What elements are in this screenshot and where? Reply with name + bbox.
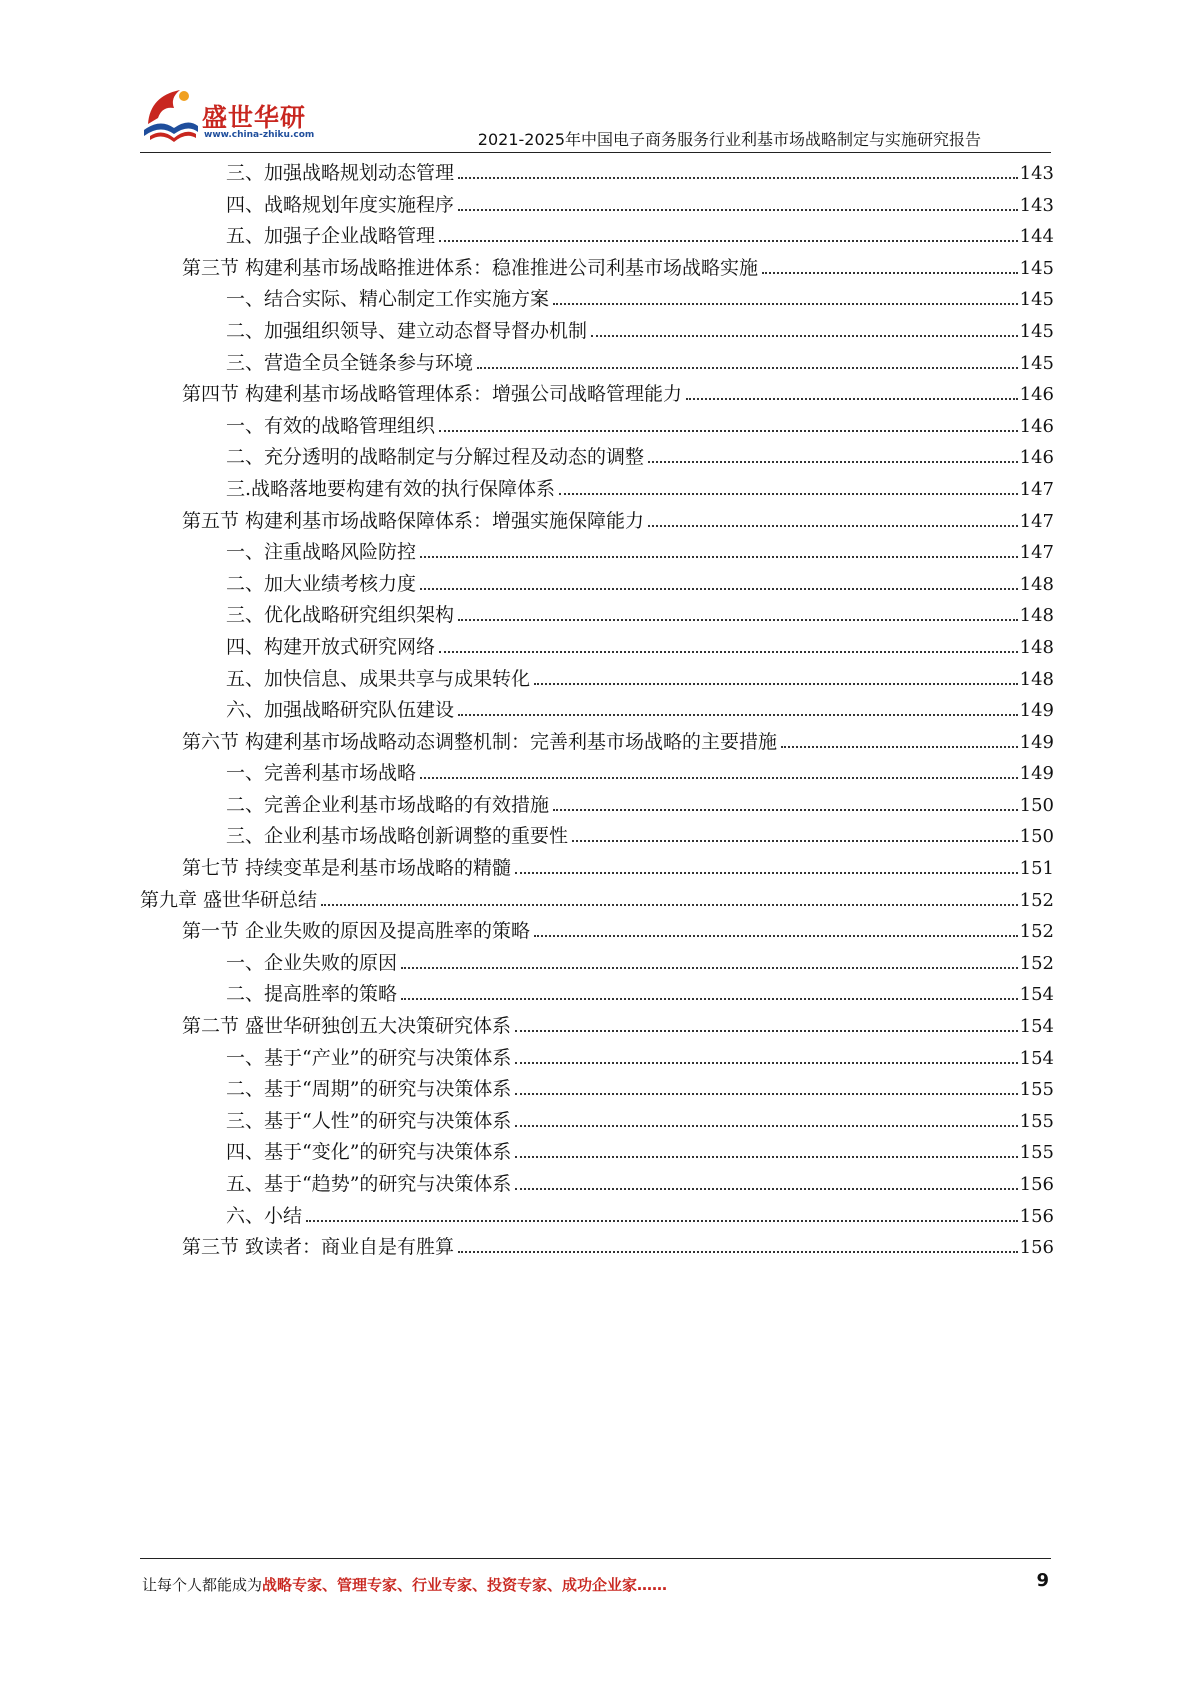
toc-leader-dots [515, 1062, 1017, 1064]
toc-entry-page: 149 [1019, 731, 1054, 753]
toc-entry-page: 147 [1019, 510, 1054, 532]
toc-entry-title: 二、加强组织领导、建立动态督导督办机制 [226, 319, 588, 342]
toc-entry-page: 146 [1019, 415, 1054, 437]
toc-leader-dots [572, 840, 1018, 842]
toc-entry[interactable] [140, 821, 1054, 853]
toc-entry[interactable] [140, 253, 1054, 285]
toc-entry-page: 145 [1019, 289, 1054, 311]
toc-entry-title: 二、提高胜率的策略 [226, 983, 398, 1006]
toc-entry[interactable] [140, 348, 1054, 380]
toc-entry-page: 146 [1019, 384, 1054, 406]
slogan-prefix: 让每个人都能成为 [142, 1576, 263, 1594]
toc-entry-title: 一、企业失败的原因 [226, 951, 398, 974]
slogan-highlight: 战略专家、管理专家、行业专家、投资专家、成功企业家…… [262, 1576, 668, 1594]
toc-entry-title: 五、基于“趋势”的研究与决策体系 [226, 1173, 512, 1195]
toc-leader-dots [439, 240, 1018, 242]
toc-entry[interactable] [140, 916, 1054, 948]
toc-entry-page: 148 [1019, 573, 1054, 595]
toc-leader-dots [553, 303, 1018, 305]
toc-leader-dots [515, 1125, 1017, 1127]
toc-entry-title: 一、完善利基市场战略 [226, 762, 417, 785]
toc-entry-page: 147 [1019, 542, 1054, 564]
toc-leader-dots [515, 1156, 1017, 1158]
toc-entry[interactable] [140, 727, 1054, 759]
toc-entry[interactable] [140, 632, 1054, 664]
toc-entry-page: 149 [1019, 763, 1054, 785]
toc-entry-page: 145 [1019, 352, 1054, 374]
toc-entry[interactable] [140, 442, 1054, 474]
toc-entry[interactable] [140, 1074, 1054, 1106]
toc-entry-page: 152 [1019, 889, 1054, 911]
toc-leader-dots [458, 619, 1018, 621]
toc-entry-title: 三、企业利基市场战略创新调整的重要性 [226, 825, 569, 848]
toc-entry[interactable] [140, 695, 1054, 727]
toc-leader-dots [553, 809, 1018, 811]
toc-entry[interactable] [140, 190, 1054, 222]
toc-entry-page: 148 [1019, 605, 1054, 627]
brand-name: 盛世华研 [202, 103, 307, 132]
toc-leader-dots [420, 556, 1018, 558]
footer-slogan [142, 1574, 667, 1595]
toc-leader-dots [515, 1030, 1018, 1032]
toc-entry-page: 156 [1019, 1174, 1054, 1195]
toc-entry-title: 六、小结 [226, 1204, 303, 1227]
toc-entry[interactable] [140, 1169, 1054, 1201]
toc-leader-dots [439, 651, 1018, 653]
toc-entry-title: 第一节 企业失败的原因及提高胜率的策略 [182, 920, 531, 943]
toc-leader-dots [458, 177, 1018, 179]
toc-leader-dots [648, 461, 1018, 463]
toc-leader-dots [686, 398, 1018, 400]
toc-entry-title: 二、基于“周期”的研究与决策体系 [226, 1078, 512, 1101]
toc-leader-dots [534, 683, 1018, 685]
toc-entry-title: 三.战略落地要构建有效的执行保障体系 [226, 477, 556, 500]
toc-entry[interactable] [140, 379, 1054, 411]
toc-entry-title: 一、结合实际、精心制定工作实施方案 [226, 288, 550, 311]
toc-entry-page: 149 [1019, 700, 1054, 722]
toc-entry-title: 二、完善企业利基市场战略的有效措施 [226, 793, 550, 816]
toc-entry-title: 一、注重战略风险防控 [226, 541, 417, 564]
toc-entry-title: 第三节 构建利基市场战略推进体系：稳准推进公司利基市场战略实施 [182, 256, 759, 279]
toc-entry-title: 四、基于“变化”的研究与决策体系 [226, 1141, 512, 1164]
toc-entry-title: 第九章 盛世华研总结 [140, 888, 318, 911]
toc-entry-page: 150 [1019, 826, 1054, 848]
toc-entry-title: 四、构建开放式研究网络 [226, 635, 436, 658]
toc-entry-page: 143 [1019, 163, 1054, 184]
toc-entry[interactable] [140, 948, 1054, 980]
toc-entry-title: 四、战略规划年度实施程序 [226, 193, 455, 216]
toc-leader-dots [648, 525, 1018, 527]
toc-leader-dots [401, 998, 1018, 1000]
toc-entry[interactable] [140, 1011, 1054, 1043]
toc-entry[interactable] [140, 411, 1054, 443]
toc-entry[interactable] [140, 885, 1054, 917]
toc-entry[interactable] [140, 316, 1054, 348]
toc-entry-page: 151 [1019, 858, 1054, 880]
toc-entry[interactable] [140, 506, 1054, 538]
toc-entry-page: 143 [1019, 194, 1054, 216]
toc-leader-dots [321, 904, 1018, 906]
table-of-contents [140, 158, 1054, 1264]
toc-leader-dots [420, 777, 1018, 779]
toc-entry-title: 五、加强子企业战略管理 [226, 225, 436, 248]
toc-entry[interactable] [140, 758, 1054, 790]
toc-entry-page: 156 [1019, 1205, 1054, 1227]
toc-entry-page: 156 [1019, 1237, 1054, 1259]
toc-entry-page: 152 [1019, 921, 1054, 943]
toc-entry-page: 146 [1019, 447, 1054, 469]
toc-leader-dots [762, 272, 1018, 274]
toc-entry-title: 第二节 盛世华研独创五大决策研究体系 [182, 1015, 512, 1038]
toc-entry-title: 第三节 致读者：商业自是有胜算 [182, 1236, 455, 1259]
toc-entry-title: 五、加快信息、成果共享与成果转化 [226, 667, 531, 690]
toc-entry-title: 一、基于“产业”的研究与决策体系 [226, 1046, 512, 1069]
toc-entry-title: 二、加大业绩考核力度 [226, 572, 417, 595]
toc-entry-page: 154 [1019, 1047, 1054, 1069]
toc-entry[interactable] [140, 1232, 1054, 1264]
toc-entry-title: 第五节 构建利基市场战略保障体系：增强实施保障能力 [182, 509, 645, 532]
report-title: 2021-2025年中国电子商务服务行业利基市场战略制定与实施研究报告 [477, 130, 981, 149]
toc-leader-dots [534, 935, 1018, 937]
toc-entry[interactable] [140, 284, 1054, 316]
toc-leader-dots [420, 588, 1018, 590]
toc-entry[interactable] [140, 979, 1054, 1011]
page-number: 9 [1036, 1570, 1049, 1591]
toc-entry[interactable] [140, 1043, 1054, 1075]
toc-entry-title: 三、加强战略规划动态管理 [226, 162, 455, 184]
toc-entry-page: 147 [1019, 478, 1054, 500]
header-divider [140, 152, 1051, 153]
toc-leader-dots [515, 1093, 1017, 1095]
toc-entry[interactable] [140, 474, 1054, 506]
toc-leader-dots [515, 872, 1018, 874]
toc-leader-dots [559, 493, 1018, 495]
toc-entry-title: 第四节 构建利基市场战略管理体系：增强公司战略管理能力 [182, 383, 683, 406]
toc-entry-page: 148 [1019, 636, 1054, 658]
toc-leader-dots [458, 1251, 1018, 1253]
toc-entry[interactable] [140, 790, 1054, 822]
toc-leader-dots [515, 1188, 1017, 1190]
toc-entry-title: 六、加强战略研究队伍建设 [226, 699, 455, 722]
toc-entry-page: 145 [1019, 320, 1054, 342]
toc-leader-dots [591, 335, 1018, 337]
toc-entry-page: 144 [1019, 226, 1054, 248]
toc-leader-dots [458, 714, 1018, 716]
toc-entry[interactable] [140, 1106, 1054, 1138]
toc-leader-dots [401, 967, 1018, 969]
toc-leader-dots [439, 430, 1018, 432]
toc-entry-title: 二、充分透明的战略制定与分解过程及动态的调整 [226, 446, 645, 469]
footer-divider [140, 1558, 1051, 1559]
toc-leader-dots [458, 209, 1018, 211]
toc-entry[interactable] [140, 221, 1054, 253]
toc-entry-title: 第六节 构建利基市场战略动态调整机制：完善利基市场战略的主要措施 [182, 730, 778, 753]
toc-entry-page: 154 [1019, 1016, 1054, 1038]
toc-entry[interactable] [140, 853, 1054, 885]
toc-entry-page: 155 [1019, 1079, 1054, 1101]
toc-entry-title: 三、营造全员全链条参与环境 [226, 351, 474, 374]
toc-entry-title: 一、有效的战略管理组织 [226, 414, 436, 437]
toc-leader-dots [477, 367, 1018, 369]
toc-entry[interactable] [140, 664, 1054, 696]
toc-entry-page: 145 [1019, 257, 1054, 279]
toc-entry-page: 150 [1019, 794, 1054, 816]
toc-entry-page: 155 [1019, 1110, 1054, 1132]
toc-entry-page: 152 [1019, 952, 1054, 974]
toc-entry-page: 148 [1019, 668, 1054, 690]
toc-entry[interactable] [140, 569, 1054, 601]
toc-entry-title: 三、基于“人性”的研究与决策体系 [226, 1109, 512, 1132]
toc-entry[interactable] [140, 600, 1054, 632]
toc-entry[interactable] [140, 158, 1054, 190]
toc-entry-page: 155 [1019, 1142, 1054, 1164]
toc-entry[interactable] [140, 537, 1054, 569]
brand-url: www.china-zhiku.com [204, 130, 315, 140]
toc-entry-title: 三、优化战略研究组织架构 [226, 604, 455, 627]
toc-entry[interactable] [140, 1201, 1054, 1233]
toc-leader-dots [306, 1220, 1018, 1222]
toc-leader-dots [781, 746, 1018, 748]
toc-entry-page: 154 [1019, 984, 1054, 1006]
toc-entry[interactable] [140, 1137, 1054, 1169]
toc-entry-title: 第七节 持续变革是利基市场战略的精髓 [182, 857, 512, 880]
